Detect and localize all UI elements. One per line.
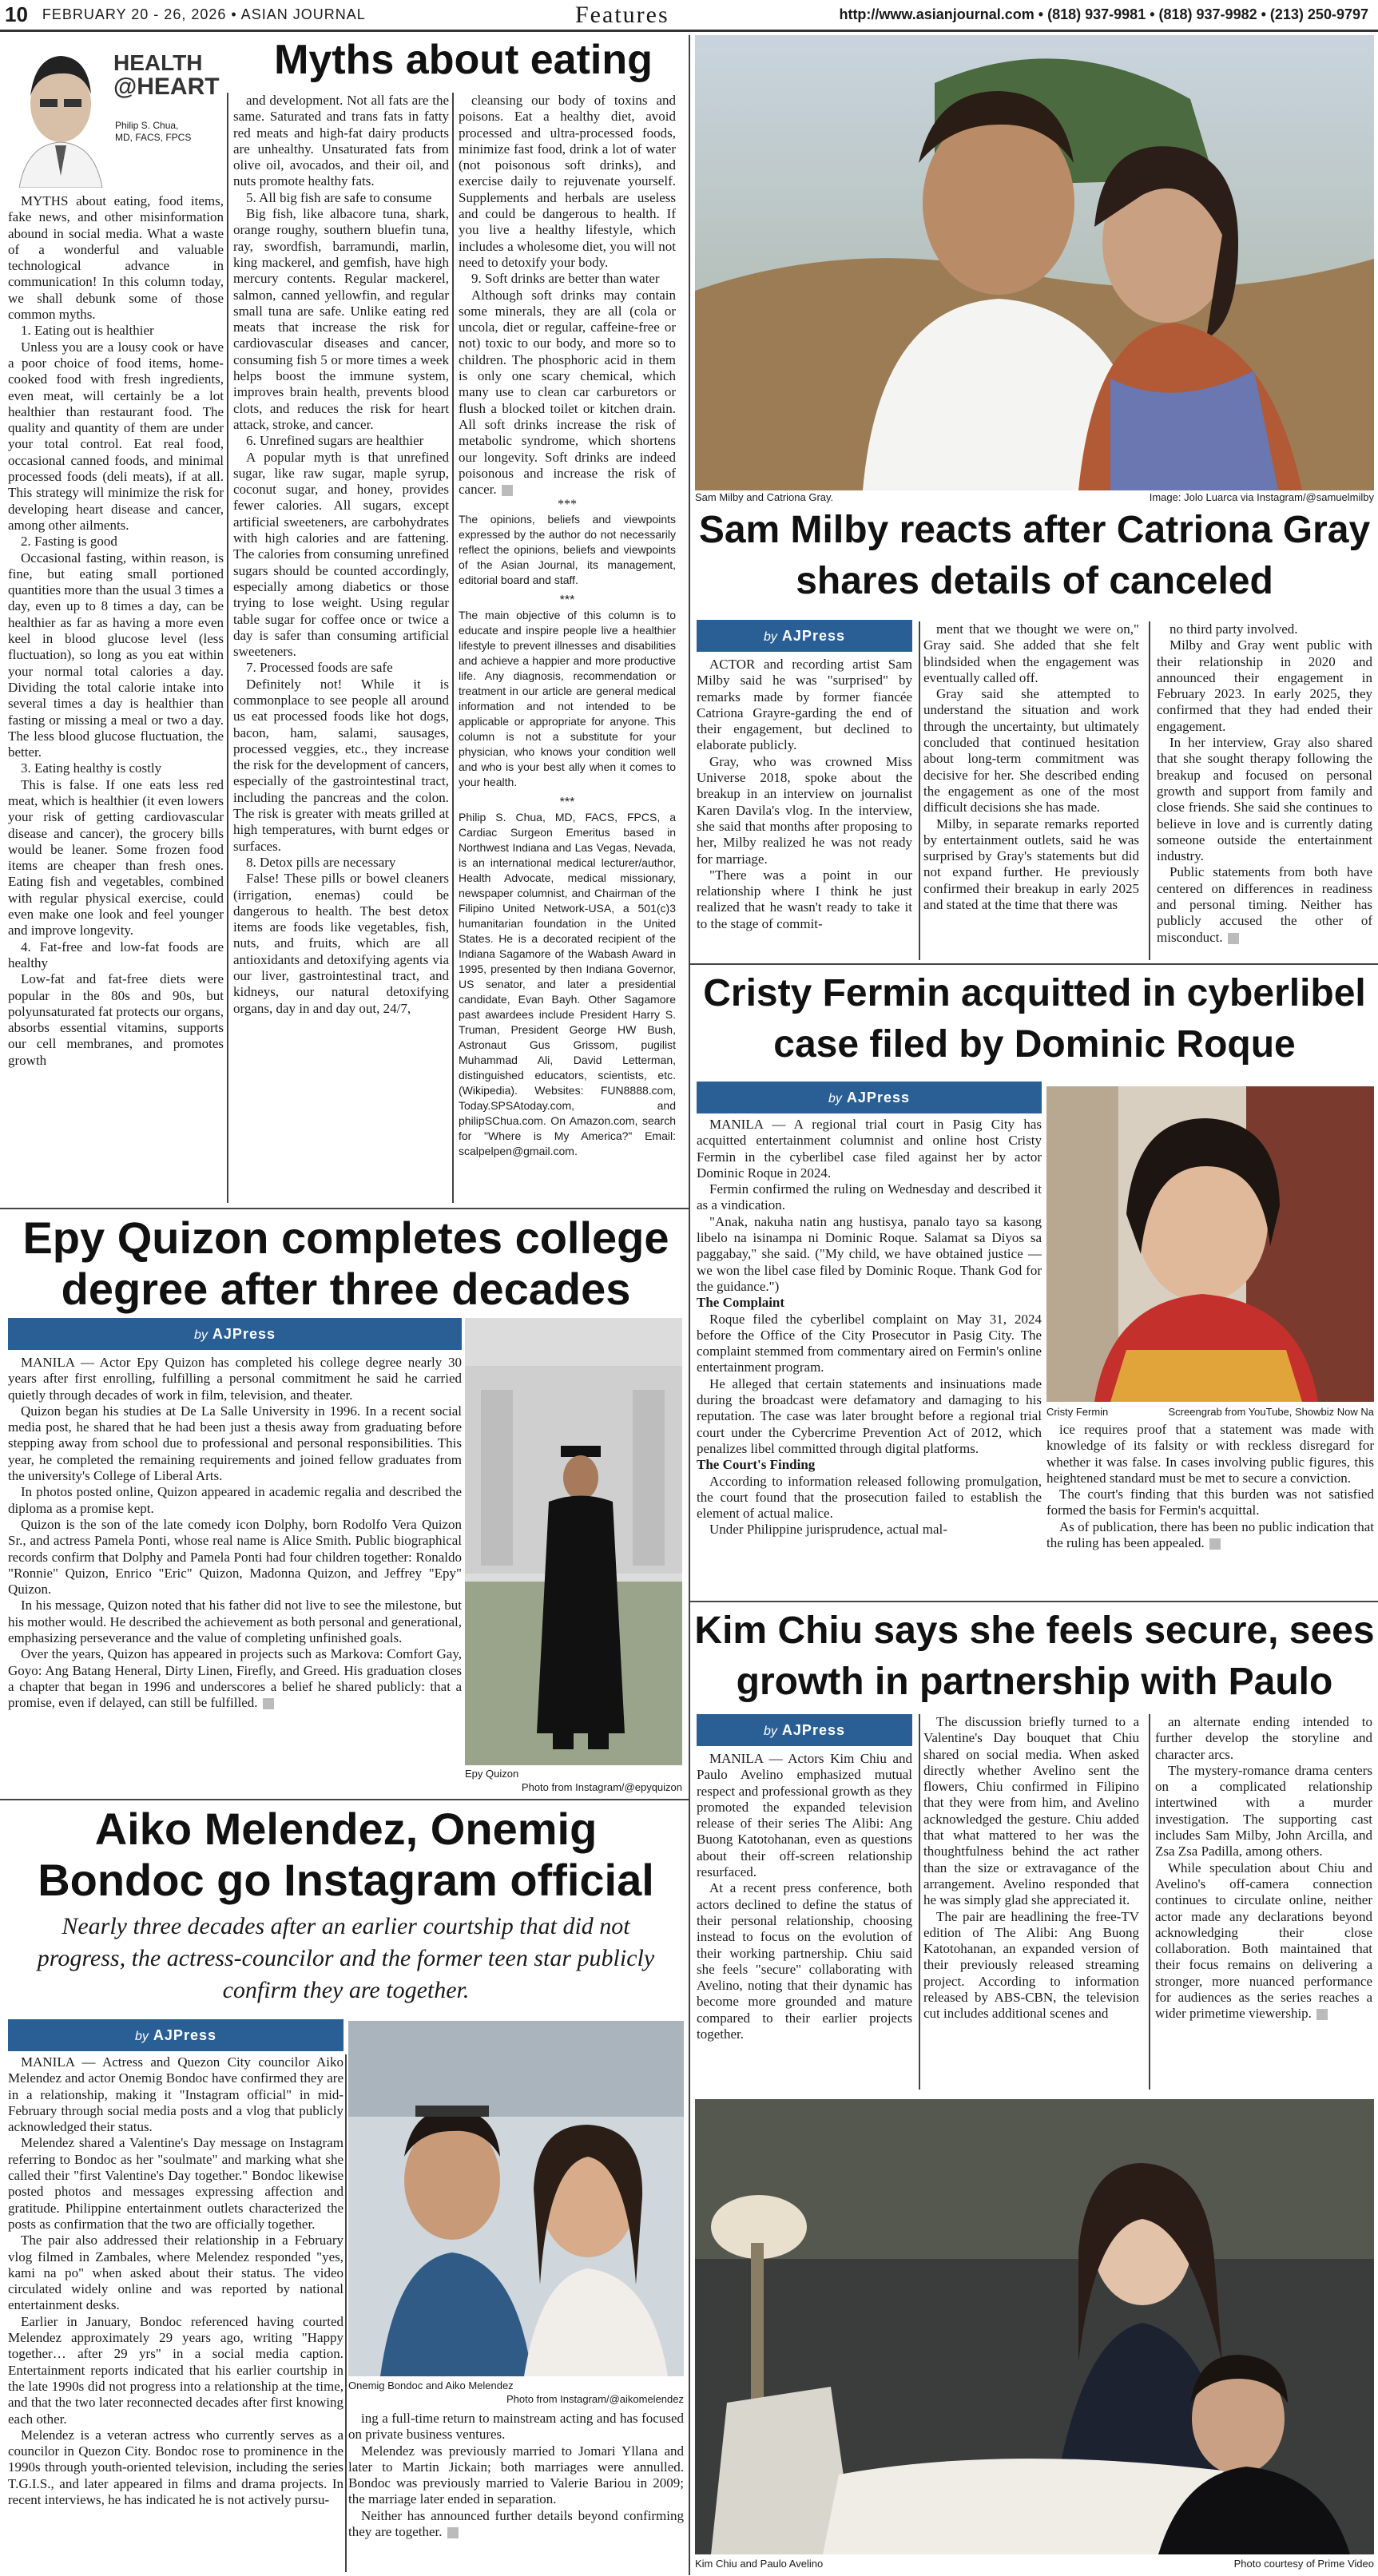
end-mark-icon — [1209, 1538, 1221, 1550]
paragraph: Roque filed the cyberlibel complaint on May 31, 2024 before the Office of the City Prosecutor in Pasig City. The complaint stemmed from commentary aired on Fermin's online entertainment program. — [697, 1311, 1042, 1375]
paragraph: At a recent press conference, both actors declined to define the status of their personal relationship, choosing instead to focus on the evolution of their working partnership. Chiu said she feels "secure" collaborating with Avelino, noting that their dynamic has become more grounded and mature compared to their earlier projects together. — [697, 1880, 912, 2042]
paragraph: The mystery-romance drama centers on a complicated relationship intertwined with a murder investigation. The supporting cast includes Sam Milby, John Arcilla, and Zsa Zsa Padilla, among others. — [1155, 1762, 1372, 1860]
fermin-photo — [1046, 1086, 1374, 1402]
milby-photo-caption: Sam Milby and Catriona Gray. Image: Jolo Luarca via Instagram/@samuelmilby — [695, 491, 1374, 503]
paragraph: The Complaint — [697, 1295, 785, 1311]
paragraph: ice requires proof that a statement was made with knowledge of its falsity or with reckless disregard for whether it was false. In cases involving public figures, this heightened standard must be met to secure a conviction. — [1046, 1422, 1374, 1486]
star-divider: *** — [558, 498, 577, 512]
quizon-byline: by AJPress — [8, 1318, 462, 1350]
milby-column-1 — [697, 657, 912, 960]
end-mark-icon — [1316, 2009, 1328, 2020]
section-rule — [0, 1799, 689, 1800]
paragraph: In her interview, Gray also shared that she sought therapy following the breakup and focused on personal growth and support from family and close friends. She said she continues to believe in love and is currently dating someone outside the entertainment industry. — [1157, 735, 1372, 864]
paragraph: and development. Not all fats are the same. Saturated and trans fats in fatty red meats and high-fat dairy products are unhealthy. Unsaturated fats from olive oil, avocados, and their oil, and nuts promote healthy fats. — [233, 93, 449, 189]
paragraph: According to information released following promulgation, the court found that the prosecution failed to establish the element of actual malice. — [697, 1473, 1042, 1522]
paragraph: Although soft drinks may contain some minerals, they are all (cola or uncola, diet or regular, caffeine-free or not) toxic to our body, and more so to children. The phosphoric acid in them is only one scary chemical, which many use to clean car carburetors or flush a blocked toilet or kitchen drain. All soft drinks increase the risk of metabolic syndrome, which shortens our longevity. Soft drinks are indeed poisonous and increase the risk of cancer. — [459, 287, 676, 498]
fermin-headline: Cristy Fermin acquitted in cyberlibel case filed by Dominic Roque — [703, 972, 1366, 1066]
paragraph: Gray said she attempted to understand the situation and work through the uncertainty, but ultimately concluded that continued hesitation about long-term commitment was decisive for her. She described ending the engagement as one of the most difficult decisions she has made. — [923, 686, 1139, 816]
paragraph: Melendez is a veteran actress who currently serves as a councilor in Quezon City. Bondoc rose to prominence in the 1990s through youth-oriented television, including the series T.G.I.S., and later appeared in films and drama projects. In recent interviews, he has indicated he is not actively pursu- — [8, 2427, 344, 2508]
masthead-bar — [0, 0, 1378, 32]
paragraph: Fermin confirmed the ruling on Wednesday and described it as a vindication. — [697, 1181, 1042, 1213]
chiu-headline: Kim Chiu says she feels secure, sees growth in partnership with Paulo — [694, 1610, 1375, 1703]
aiko-byline: by AJPress — [8, 2019, 344, 2051]
column-rule — [919, 1714, 920, 2090]
paragraph: The discussion briefly turned to a Valentine's Day bouquet that Chiu shared on social media. When asked directly whether Avelino sent the flowers, Chiu confirmed in Filipino that they were from him, and Avelino acknowledged the gesture. Chiu added that what mattered to her was the thoughtfulness behind the act rather than the size or extravagance of the arrangement. Avelino responded that he was simply glad she appreciated it. — [923, 1714, 1139, 1908]
disclaimer-objective: The main objective of this column is to educate and inspire people live a healthier lifestyle to prevent illnesses and disabilities and achieve a happier and more productive life. Any diagnosis, recommendation or treatment in our article are general medical information and not intended to be applicable or appropriate for anyone. This column is not a substitute for your physician, who knows your condition well and who is your best ally when it comes to your health. — [459, 609, 676, 789]
paragraph: Neither has announced further details beyond confirming they are together. — [348, 2507, 684, 2540]
paragraph: In his message, Quizon noted that his father did not live to see the milestone, but his mother would. He described the achievement as both personal and generational, emphasizing perseverance and the value of completing unfinished goals. — [8, 1598, 462, 1646]
fermin-byline: by AJPress — [697, 1082, 1042, 1113]
chiu-column-1 — [697, 1751, 912, 2093]
quizon-headline: Epy Quizon completes college degree after three decades — [22, 1213, 669, 1314]
aiko-column-2 — [348, 2411, 684, 2572]
milby-column-3 — [1157, 621, 1372, 960]
paragraph: an alternate ending intended to further develop the storyline and character arcs. — [1155, 1714, 1372, 1762]
health-headline: Myths about eating — [274, 37, 653, 83]
paragraph: In photos posted online, Quizon appeared in academic regalia and described the diploma as a promise kept. — [8, 1484, 462, 1516]
aiko-column-1 — [8, 2054, 344, 2572]
paragraph: "Anak, nakuha natin ang hustisya, panalo tayo sa kasong libelo na isinampa ni Dominic Roque. Salamat sa Diyos sa paggabay," she said. ("My child, we have obtained justice — we won the libel case filed by Dominic Roque. Thank God for the guidance.") — [697, 1213, 1042, 1294]
end-mark-icon — [502, 485, 513, 496]
paragraph: He alleged that certain statements and insinuations made during the broadcast were defamatory and damaging to his reputation. The case was later brought before a regional trial court under the Cybercrime Prevention Act of 2012, which penalizes libel committed through digital platforms. — [697, 1375, 1042, 1456]
paragraph: 5. All big fish are safe to consume — [246, 189, 432, 205]
column-rule — [1149, 621, 1150, 960]
chiu-avelino-photo — [695, 2099, 1374, 2554]
paragraph: 9. Soft drinks are better than water — [471, 271, 660, 287]
milby-headline: Sam Milby reacts after Catriona Gray shares details of canceled — [698, 509, 1371, 602]
paragraph: ACTOR and recording artist Sam Milby said he was "surprised" by remarks made by former fiancée Catriona Grayre-garding the end of their engagement, but declined to elaborate publicly. — [697, 657, 912, 753]
chiu-photo-caption: Kim Chiu and Paulo Avelino Photo courtesy of Prime Video — [695, 2558, 1374, 2570]
paragraph: Earlier in January, Bondoc referenced having courted Melendez approximately 29 years ago, writing "Happy together… after 29 yrs" in a social media caption. Entertainment reports indicated that his earlier courtship in the late 1990s did not progress into a relationship at the time, and that the two later reconnected decades after first knowing each other. — [8, 2313, 344, 2427]
chiu-column-3 — [1155, 1714, 1372, 2093]
paragraph: 1. Eating out is healthier — [21, 323, 154, 339]
health-heart-badge: HEALTH @HEART — [113, 50, 220, 100]
paragraph: The pair are headlining the free-TV edition of The Alibi: Ang Buong Katotohanan, an expanded version of their previously released streaming project. According to information released by ABS-CBN, the television cut includes additional scenes and — [923, 1908, 1139, 2022]
paragraph: False! These pills or bowel cleaners (irrigation, enemas) could be dangerous to health. The best detox items are foods like vegetables, fish, nuts, and fruits, which are all antioxidants and detoxifying agents via our liver, gastrointestinal tract, and kidneys, our natural detoxifying organs, day in and day out, 24/7, — [233, 871, 449, 1016]
paragraph: MANILA — Actors Kim Chiu and Paulo Avelino emphasized mutual respect and professional growth as they promoted the expanded television release of their series The Alibi: Ang Buong Katotohanan, even as questions about their off-screen relationship resurfaced. — [697, 1751, 912, 1880]
author-credentials: MD, FACS, FPCS — [115, 132, 192, 143]
paragraph: MANILA — Actor Epy Quizon has completed his college degree nearly 30 years after first enrolling, fulfilling a personal commitment he said he carried quietly through decades of work in film, television, and theater. — [8, 1355, 462, 1403]
paragraph: Quizon began his studies at De La Salle University in 1996. In a recent social media post, he shared that he had been just a thesis away from graduating before stepping away from school due to professional and personal responsibilities. This year, he completed the remaining requirements and joined fellow graduates from the university's College of Liberal Arts. — [8, 1403, 462, 1484]
paragraph: ing a full-time return to mainstream acting and has focused on private business ventures. — [348, 2411, 684, 2443]
paragraph: Unless you are a lousy cook or have a poor choice of food items, home-cooked food with fresh ingredients, even meat, will certainly be a lot healthier than restaurant food. The quality and quantity of them are under your total control. Eat real food, occasional canned foods, and minimal processed foods (deli meats), if at all. This strategy will minimize the risk for developing heart disease and cancer, among other ailments. — [8, 339, 224, 533]
paragraph: A popular myth is that unrefined sugar, like raw sugar, maple syrup, coconut sugar, and honey, provides fewer calories. All sugars, except artificial sweeteners, are carbohydrates with high calories and are fattening. The calories from consuming unrefined sugars should be counted accordingly, especially among diabetics or those trying to lose weight. Using regular table sugar for coffee once or twice a day is safer than consuming artificial sweeteners. — [233, 449, 449, 660]
paragraph: Big fish, like albacore tuna, shark, orange roughy, southern bluefin tuna, ray, swordfish, barramundi, marlin, king mackerel, and gemfish, have high mercury contents. Regular mackerel, salmon, canned yellowfin, and regular small tuna are safe. Unlike eating red meats that increase the risk for cardiovascular diseases and cancer, consuming fish 5 or more times a week helps boost the immune system, improves brain health, prevents blood clots, and reduces the risk for heart attack, stroke, and cancer. — [233, 206, 449, 432]
end-mark-icon — [263, 1698, 274, 1709]
column-rule — [452, 93, 454, 1203]
disclaimer-opinion: The opinions, beliefs and viewpoints expressed by the author do not necessarily reflect the opinions, beliefs and viewpoints of the Asian Journal, its management, editorial board and staff. — [459, 513, 676, 587]
contact-line: http://www.asianjournal.com • (818) 937-9981 • (818) 937-9982 • (213) 250-9797 — [839, 6, 1368, 22]
end-mark-icon — [1228, 933, 1239, 944]
paragraph: 6. Unrefined sugars are healthier — [246, 433, 424, 449]
fermin-column-1 — [697, 1117, 1042, 1596]
issue-date: FEBRUARY 20 - 26, 2026 • ASIAN JOURNAL — [42, 6, 366, 22]
milby-column-2 — [923, 621, 1139, 960]
chiu-column-2 — [923, 1714, 1139, 2093]
section-rule — [0, 1208, 689, 1209]
paragraph: 4. Fat-free and low-fat foods are healthy — [8, 939, 224, 970]
quizon-body — [8, 1355, 462, 1794]
paragraph: MANILA — A regional trial court in Pasig City has acquitted entertainment columnist and online host Cristy Fermin in the cyberlibel case filed against her by actor Dominic Roque in 2024. — [697, 1117, 1042, 1181]
section-rule — [689, 963, 1378, 965]
author-name: Philip S. Chua, — [115, 120, 179, 131]
paragraph: Milby and Gray went public with their relationship in 2020 and announced their engagement in February 2023. In early 2025, they confirmed that they had ended their engagement. — [1157, 637, 1372, 734]
chiu-byline: by AJPress — [697, 1714, 912, 1746]
paragraph: Gray, who was crowned Miss Universe 2018, spoke about the breakup in an interview on journalist Karen Davila's vlog. In the interview, she said that months after proposing to her, Milby realized he was not ready for marriage. — [697, 753, 912, 867]
aiko-deck: Nearly three decades after an earlier courtship that did not progress, the actress-councilor and the former teen star publicly confirm they are together. — [37, 1913, 655, 2003]
paragraph: Under Philippine jurisprudence, actual mal- — [709, 1522, 947, 1538]
author-bio: Philip S. Chua, MD, FACS, FPCS, a Cardiac Surgeon Emeritus based in Northwest Indiana and Las Vegas, Nevada, is an international medical lecturer/author, Health Advocate, medical missionary, newspaper columnist, and Chairman of the Filipino United Network-USA, a 501(c)3 humanitarian foundation in the United States. He is a decorated recipient of the Indiana Sagamore of the Wabash Award in 1995, presented by then Indiana Governor, US senator, and later a presidential candidate, Evan Bayh. Other Sagamore past awardees include President Harry S. Truman, President George HW Bush, Astronaut Gus Grissom, pugilist Muhammad Ali, David Letterman, distinguished educators, scientists, etc. (Wikipedia). Websites: FUN8888.com, Today.SPSAtoday.com, and philipSChua.com. On Amazon.com, search for "Where is My America?" Email: scalpelpen@gmail.com. — [459, 811, 676, 1158]
paragraph: Over the years, Quizon has appeared in projects such as Markova: Comfort Gay, Goyo: Ang Batang Heneral, Dirty Linen, Firefly, and Greed. His graduation closes a chapter that began in 1996 and underscores a belief he shared publicly: that a promise, even if delayed, can still be fulfilled. — [8, 1646, 462, 1711]
aiko-headline: Aiko Melendez, Onemig Bondoc go Instagram official — [38, 1804, 654, 1905]
column-logo — [11, 40, 227, 188]
paragraph: Definitely not! While it is commonplace to see people all around us eat processed foods like hot dogs, bacon, ham, salami, sausages, processed veggies, etc., they increase the risk for the development of cancers, especially of the gastrointestinal tract, including the pancreas and the colon. The risk is greater with meats grilled at high temperatures, with burnt edges or surfaces. — [233, 676, 449, 854]
star-divider: *** — [559, 796, 575, 810]
paragraph: Melendez was previously married to Jomari Yllana and later to Martin Jickain; both marriages were annulled. Bondoc was previously married to Valerie Bariou in 2009; the marriage later ended in separation. — [348, 2443, 684, 2507]
paragraph: 7. Processed foods are safe — [246, 660, 393, 676]
paragraph: The Court's Finding — [697, 1457, 816, 1473]
paragraph: "There was a point in our relationship where I think he just realized that he wasn't ready to take it to the stage of commit- — [697, 867, 912, 931]
section-name: Features — [575, 2, 669, 28]
paragraph: 2. Fasting is good — [21, 534, 117, 550]
paragraph: While speculation about Chiu and Avelino's off-camera connection continues to circulate online, neither actor made any declarations beyond acknowledging their close collaboration. Both maintained that their focus remains on delivering a stronger, more nuanced performance for audiences as the series reaches a wider primetime viewership. — [1155, 1860, 1372, 2022]
fermin-column-2 — [1046, 1422, 1374, 1596]
quizon-photo — [465, 1318, 682, 1765]
column-rule — [345, 2054, 347, 2572]
paragraph: This is false. If one eats less red meat, which is healthier (it even lowers your risk of getting cardiovascular disease and cancer), the grocery bills would be leaner. Some frozen food items are cheaper than fresh ones. Eating fish and vegetables, combined with regular physical exercise, could even make one look and feel younger and improve longevity. — [8, 776, 224, 939]
paragraph: Melendez shared a Valentine's Day message on Instagram referring to Bondoc as her "soulmate" and marking what she called their "first Valentine's Day together." Bondoc likewise posted photos and messages expressing affection and gratitude. Philippine entertainment outlets characterized the posts as confirmation that the two are officially together. — [8, 2135, 344, 2232]
paragraph: The court's finding that this burden was not satisfied formed the basis for Fermin's acquittal. — [1046, 1486, 1374, 1518]
column-rule — [919, 621, 920, 960]
aiko-photo-caption: Onemig Bondoc and Aiko Melendez Photo from Instagram/@aikomelendez — [348, 2380, 684, 2405]
paragraph: Public statements from both have centered on differences in readiness and personal timing. Neither has publicly accused the other of misconduct. — [1157, 864, 1372, 945]
health-column-3 — [459, 93, 676, 1204]
paragraph: Milby, in separate remarks reported by entertainment outlets, said he was surprised by Gray's statements but did not expand further. He previously confirmed their breakup in early 2025 and stated at the time that there was — [923, 816, 1139, 913]
paragraph: cleansing our body of toxins and poisons. Eat a healthy diet, avoid processed and ultra-processed foods, minimize fast food, drink a lot of water (not poisonous soft drinks), and exercise daily to rejuvenate yourself. Supplements and herbals are useless and could be dangerous to health. If you live a healthy lifestyle, which includes a wholesome diet, you will not need to detoxify your body. — [459, 93, 676, 270]
paragraph: As of publication, there has been no public indication that the ruling has been appealed. — [1046, 1518, 1374, 1551]
paragraph: Quizon is the son of the late comedy icon Dolphy, born Rodolfo Vera Quizon Sr., and actress Pamela Ponti, whose real name is Alice Smith. Public biographical records confirm that Dolphy and Pamela Ponti had four children together: Ronaldo "Ronnie" Quizon, Enrico "Eric" Quizon, Madonna Quizon, and Jeffrey "Epy" Quizon. — [8, 1516, 462, 1598]
paragraph: The pair also addressed their relationship in a February vlog filmed in Zambales, where Melendez responded "yes, kami na po" when asked about their status. The video circulated widely online and was reported by national entertainment desks. — [8, 2233, 344, 2313]
paragraph: MANILA — Actress and Quezon City councilor Aiko Melendez and actor Onemig Bondoc have confirmed they are in a relationship, making it "Instagram official" in mid-February through social media posts and a vlog that publicly acknowledged their status. — [8, 2054, 344, 2135]
paragraph: no third party involved. — [1170, 621, 1298, 637]
page-number: 10 — [5, 2, 28, 26]
paragraph: Low-fat and fat-free diets were popular in the 80s and 90s, but polyunsaturated fat protects our organs, absorbs essential vitamins, supports our cell membranes, and promotes growth — [8, 971, 224, 1068]
star-divider: *** — [559, 593, 575, 608]
milby-byline: by AJPress — [697, 620, 912, 652]
column-rule — [1149, 1714, 1150, 2090]
paragraph: ment that we thought we were on," Gray said. She added that she felt blindsided when the engagement was eventually called off. — [923, 621, 1139, 685]
section-rule — [689, 1601, 1378, 1602]
author-portrait — [11, 40, 107, 188]
health-column-1 — [8, 193, 224, 1204]
quizon-photo-caption: Epy Quizon Photo from Instagram/@epyquizon — [465, 1768, 682, 1793]
column-rule — [227, 93, 228, 1203]
paragraph: MYTHS about eating, food items, fake news, and other misinformation abound in social media. What a waste of a wonderful and valuable technological advance in communication! In this column today, we shall debunk some of those common myths. — [8, 193, 224, 323]
paragraph: 3. Eating healthy is costly — [21, 760, 162, 776]
health-column-2 — [233, 93, 449, 1204]
milby-gray-photo — [695, 35, 1374, 490]
paragraph: Occasional fasting, within reason, is fine, but eating small portioned quantities more than the usual 3 times a day, even up to 8 times a day, can be healthier as far as having a more even keel in blood glucose level (less fluctuation), so long as you eat within your normal total calories a day. Dividing the total calorie intake into several times a day is healthier than fasting or missing a meal or two a day. The less blood glucose fluctuation, the better. — [8, 550, 224, 760]
paragraph: 8. Detox pills are necessary — [246, 854, 396, 870]
fermin-photo-caption: Cristy Fermin Screengrab from YouTube, Showbiz Now Na — [1046, 1406, 1374, 1418]
aiko-bondoc-photo — [348, 2021, 684, 2376]
end-mark-icon — [447, 2527, 459, 2538]
page-divider — [689, 35, 690, 2575]
